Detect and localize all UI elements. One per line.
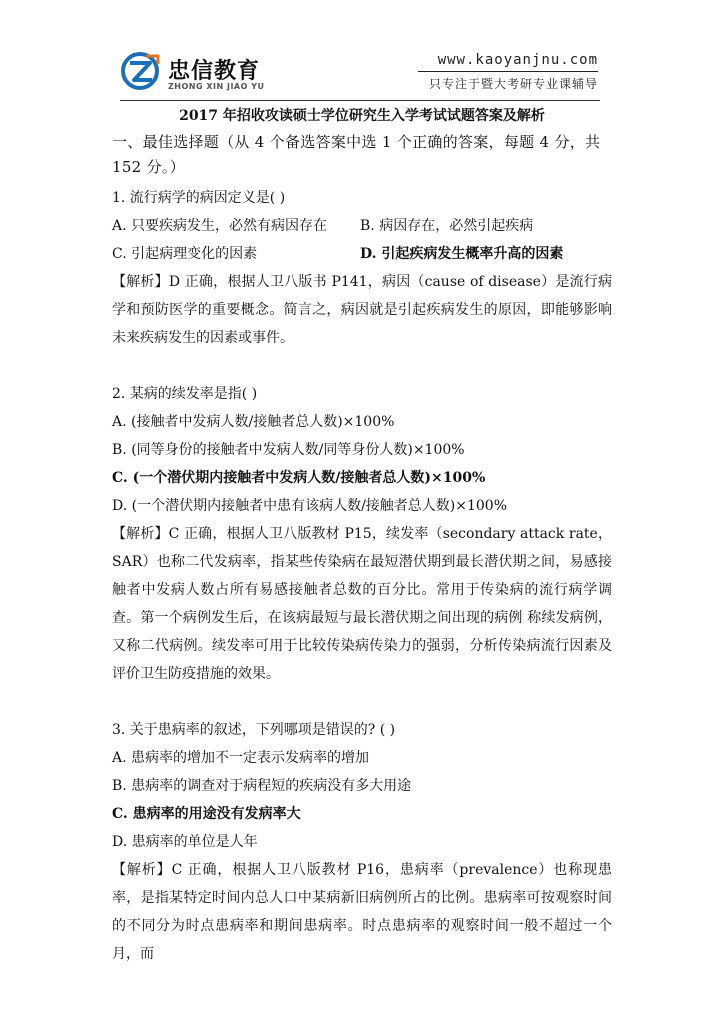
header-divider (120, 100, 600, 101)
option-c-correct: C. 患病率的用途没有发病率大 (112, 806, 301, 822)
logo-pinyin-name: ZHONG XIN JIAO YU (168, 82, 265, 91)
question-2 (112, 380, 612, 688)
spacer (112, 688, 612, 712)
question-3 (112, 716, 612, 968)
brand-logo (120, 50, 280, 100)
option-a: A. 患病率的增加不一定表示发病率的增加 (112, 750, 370, 766)
option-b: B. 病因存在，必然引起疾病 (360, 218, 534, 234)
logo-chinese-name: 忠信教育 (168, 59, 261, 84)
document-body (112, 104, 612, 968)
question-1 (112, 184, 612, 352)
option-c: C. 引起病理变化的因素 (112, 246, 258, 262)
option-b: B. 患病率的调查对于病程短的疾病没有多大用途 (112, 778, 412, 794)
section-heading: 一、最佳选择题（从 4 个备选答案中选 1 个正确的答案，每题 4 分，共 152 分。） (112, 133, 601, 176)
option-c-correct: C. (一个潜伏期内接触者中发病人数/接触者总人数)×100% (112, 470, 486, 486)
option-row (112, 240, 612, 268)
answer-analysis: 【解析】C 正确，根据人卫八版教材 P15，续发率（secondary attack rate，SAR）也称二代发病率，指某些传染病在最短潜伏期到最长潜伏期之间，易感接触者中发病人数占所有易感接触者总数的百分比。常用于传染病的流行病学调查。第一个病例发生后，在该病最短与最长潜伏期之间出现的病例 称续发病例，又称二代病例。续发率可用于比较传染病传染力的强弱，分析传染病流行因素及评价卫生防疫措施的效果。 (112, 526, 612, 682)
option-a: A. 只要疾病发生，必然有病因存在 (112, 218, 328, 234)
option-b: B. (同等身份的接触者中发病人数/同等身份人数)×100% (112, 442, 465, 458)
question-stem: 2. 某病的续发率是指( ) (112, 386, 258, 402)
document-title: 2017 年招收攻读硕士学位研究生入学考试试题答案及解析 (179, 108, 545, 124)
option-d: D. 患病率的单位是人年 (112, 834, 258, 850)
page-header (0, 0, 720, 100)
question-stem: 3. 关于患病率的叙述，下列哪项是错误的? ( ) (112, 722, 396, 738)
option-a: A. (接触者中发病人数/接触者总人数)×100% (112, 414, 395, 430)
answer-analysis: 【解析】D 正确，根据人卫八版书 P141，病因（cause of disease）是流行病学和预防医学的重要概念。简言之，病因就是引起疾病发生的原因，即能够影响未来疾病发生的因素或事件。 (112, 274, 612, 346)
spacer (112, 352, 612, 376)
site-slogan: 只专注于暨大考研专业课辅导 (428, 77, 598, 91)
option-d-correct: D. 引起疾病发生概率升高的因素 (360, 246, 564, 262)
logo-icon (120, 50, 162, 92)
option-row (112, 212, 612, 240)
site-url[interactable]: www.kaoyanjnu.com (437, 52, 598, 68)
option-d: D. (一个潜伏期内接触者中患有该病人数/接触者总人数)×100% (112, 498, 508, 514)
url-underline (418, 71, 598, 72)
site-info (418, 52, 598, 92)
question-stem: 1. 流行病学的病因定义是( ) (112, 190, 286, 206)
answer-analysis: 【解析】C 正确，根据人卫八版教材 P16，患病率（prevalence）也称现患率，是指某特定时间内总人口中某病新旧病例所占的比例。患病率可按观察时间的不同分为时点患病率和期间患病率。时点患病率的观察时间一般不超过一个月，而 (112, 862, 612, 962)
